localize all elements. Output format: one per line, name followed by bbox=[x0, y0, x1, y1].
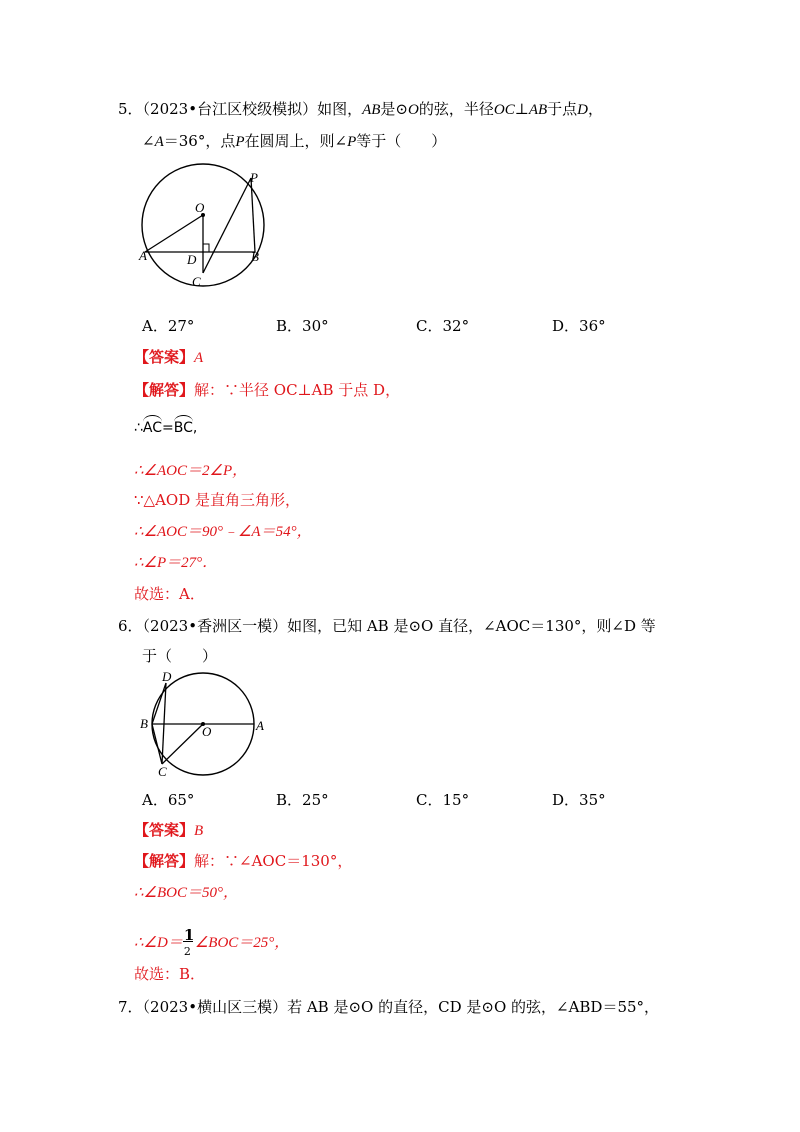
q5-solution-line4: ∵△AOD 是直角三角形， bbox=[134, 491, 301, 509]
q6-label-d: D bbox=[162, 669, 172, 684]
q5-segment-oa bbox=[145, 215, 203, 252]
q6-stem-line2: 于（ ） bbox=[142, 647, 218, 665]
q5-stem-line1: 5．（2023•台江区校级模拟）如图，AB是⊙O的弦，半径OC⊥AB于点D， bbox=[118, 100, 604, 118]
q5-label-p: P bbox=[250, 170, 258, 185]
q6-option-b: B．25° bbox=[276, 791, 329, 809]
q6-label-b: B bbox=[140, 716, 148, 731]
q5-option-c: C．32° bbox=[416, 317, 470, 335]
q6-stem-line1: 6．（2023•香洲区一模）如图，已知 AB 是⊙O 直径，∠AOC＝130°，则∠D 等 bbox=[118, 617, 656, 635]
q5-option-a: A．27° bbox=[142, 317, 195, 335]
q6-option-c: C．15° bbox=[416, 791, 470, 809]
q6-solution-line1: 【解答】解：∵∠AOC＝130°， bbox=[134, 852, 353, 870]
q5-solution-line5: ∴∠AOC＝90°﹣∠A＝54°， bbox=[134, 524, 312, 540]
q5-stem-line2: ∠A＝36°，点P在圆周上，则∠P等于（ ） bbox=[142, 132, 447, 150]
q6-label-c: C bbox=[158, 764, 167, 779]
q5-solution-line2: ∴AC=BC, bbox=[134, 420, 198, 436]
q5-option-d: D．36° bbox=[552, 317, 606, 335]
q5-segment-cp bbox=[203, 178, 251, 273]
q5-right-angle-mark bbox=[203, 244, 209, 252]
q5-label-d: D bbox=[187, 252, 197, 267]
q5-figure bbox=[135, 165, 275, 295]
q5-answer: 【答案】A bbox=[134, 348, 204, 366]
q6-label-a: A bbox=[256, 718, 264, 733]
q6-radius-oc bbox=[162, 724, 203, 764]
q6-label-o: O bbox=[202, 724, 212, 739]
q5-solution-line6: ∴∠P＝27°． bbox=[134, 555, 218, 571]
q7-stem-line1: 7．（2023•横山区三模）若 AB 是⊙O 的直径，CD 是⊙O 的弦，∠ABD＝55°， bbox=[118, 998, 660, 1016]
q5-label-b: B bbox=[251, 249, 259, 264]
q5-label-c: C bbox=[192, 274, 201, 289]
q6-option-d: D．35° bbox=[552, 791, 606, 809]
q5-solution-line3: ∴∠AOC＝2∠P， bbox=[134, 463, 248, 479]
q6-solution-line3: ∴∠D＝ $\frac{1}{2}$ ∠BOC＝25°， bbox=[134, 926, 290, 958]
q5-option-b: B．30° bbox=[276, 317, 329, 335]
q6-answer: 【答案】B bbox=[134, 821, 204, 839]
q6-solution-line2: ∴∠BOC＝50°， bbox=[134, 885, 238, 901]
q6-segment-bc bbox=[152, 724, 162, 764]
q5-arc-bc: BC bbox=[173, 420, 193, 436]
q5-solution-line7: 故选：A． bbox=[134, 585, 205, 603]
q5-label-a: A bbox=[139, 248, 147, 263]
q5-solution-line1: 【解答】解：∵半径 OC⊥AB 于点 D， bbox=[134, 381, 401, 399]
q5-arc-ac: AC bbox=[142, 420, 163, 436]
q6-figure bbox=[135, 668, 275, 788]
q6-solution-line4: 故选：B． bbox=[134, 965, 206, 983]
q6-option-a: A．65° bbox=[142, 791, 195, 809]
q5-label-o: O bbox=[195, 200, 205, 215]
